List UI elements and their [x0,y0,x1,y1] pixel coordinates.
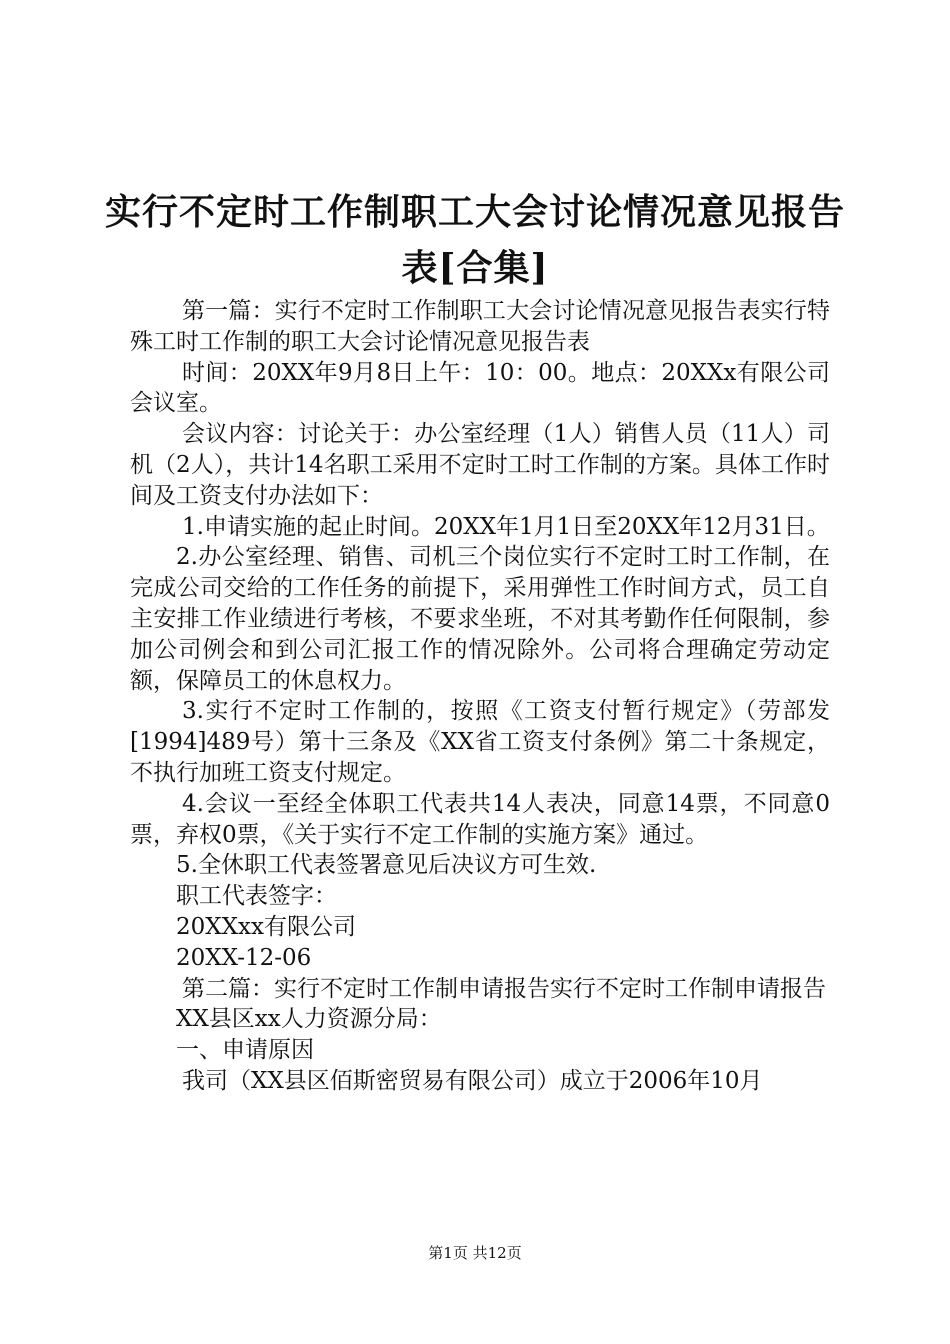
paragraph-item-5: 5.全休职工代表签署意见后决议方可生效. [176,852,597,879]
paragraph-company-intro: 我司（XX县区佰斯密贸易有限公司）成立于2006年10月 [182,1067,763,1094]
paragraph-section-reason: 一、申请原因 [176,1037,314,1064]
paragraph-meeting-content: 会议内容：讨论关于：办公室经理（1人）销售人员（11人）司机（2人），共计14名职工采用不定时工时工作制的方案。具体工作时间及工资支付办法如下： [130,421,830,509]
document-title-line-2: 表[合集] [401,247,549,289]
page-number-footer: 第1页 共12页 [428,1244,522,1262]
paragraph-item-4: 4.会议一至经全体职工代表共14人表决，同意14票，不同意0票，弃权0票，《关于实行不定工作制的实施方案》通过。 [130,790,830,848]
paragraph-time-location: 时间：20XX年9月8日上午：10：00。地点：20XXx有限公司会议室。 [130,359,830,417]
document-title-line-1: 实行不定时工作制职工大会讨论情况意见报告 [104,191,845,233]
paragraph-part2-heading: 第二篇：实行不定时工作制申请报告实行不定时工作制申请报告 [182,975,826,1002]
paragraph-part1-heading: 第一篇：实行不定时工作制职工大会讨论情况意见报告表实行特殊工时工作制的职工大会讨论情况意见报告表 [130,298,830,355]
paragraph-signature-label: 职工代表签字： [176,883,337,910]
paragraph-addressee: XX县区xx人力资源分局： [176,1006,442,1033]
document-body [130,296,830,1097]
paragraph-item-3: 3.实行不定时工作制的，按照《工资支付暂行规定》（劳部发[1994]489号）第十三条及《XX省工资支付条例》第二十条规定，不执行加班工资支付规定。 [130,698,830,786]
paragraph-item-2: 2.办公室经理、销售、司机三个岗位实行不定时工时工作制，在完成公司交给的工作任务的前提下，采用弹性工作时间方式，员工自主安排工作业绩进行考核，不要求坐班，不对其考勤作任何限制，参加公司例会和到公司汇报工作的情况除外。公司将合理确定劳动定额，保障员工的休息权力。 [130,544,830,694]
paragraph-company-name: 20XXxx有限公司 [176,913,356,940]
paragraph-item-1: 1.申请实施的起止时间。20XX年1月1日至20XX年12月31日。 [182,513,830,540]
paragraph-date: 20XX-12-06 [176,944,312,971]
